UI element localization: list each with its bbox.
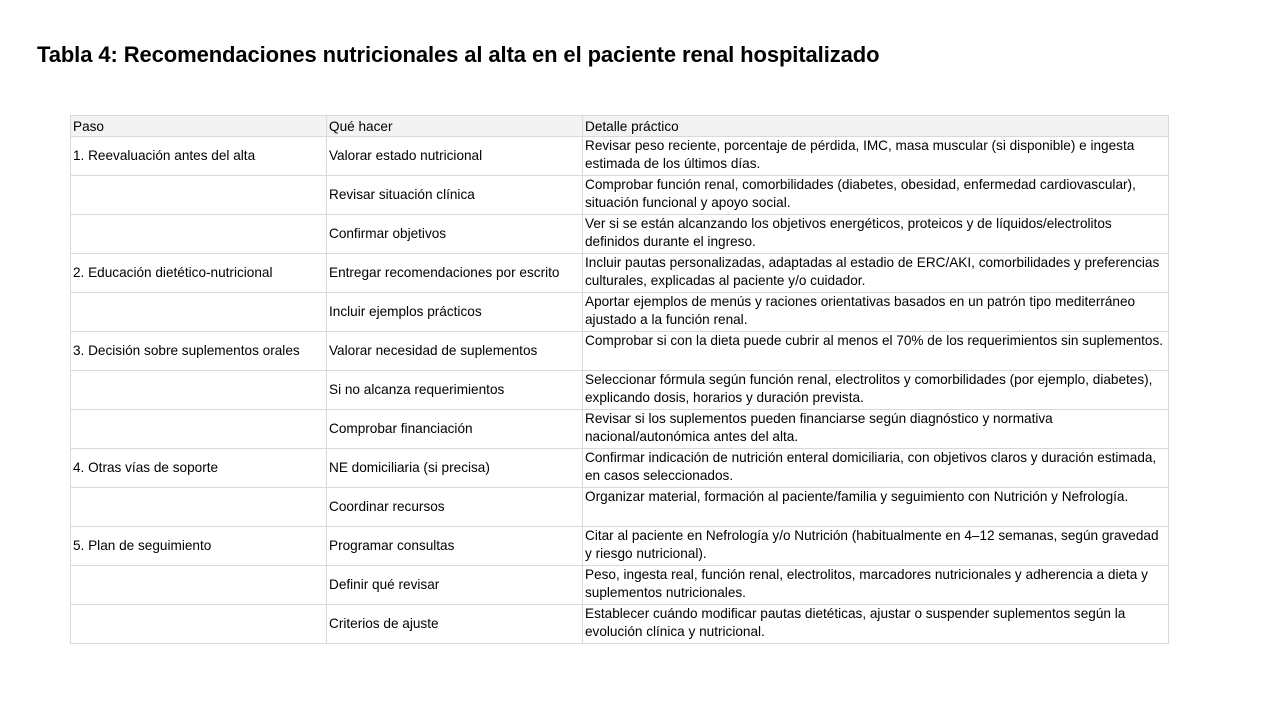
step-cell: 2. Educación dietético-nutricional [71, 254, 327, 293]
action-cell: Incluir ejemplos prácticos [327, 293, 583, 332]
table-row [71, 293, 1169, 332]
table-row [71, 332, 1169, 371]
action-cell: Comprobar financiación [327, 410, 583, 449]
detail-cell: Comprobar función renal, comorbilidades (diabetes, obesidad, enfermedad cardiovascular), situación funcional y apoyo social. [583, 176, 1169, 215]
header-step: Paso [71, 116, 327, 137]
page-title: Tabla 4: Recomendaciones nutricionales al alta en el paciente renal hospitalizado [37, 42, 880, 67]
action-cell: Valorar estado nutricional [327, 137, 583, 176]
step-cell: 1. Reevaluación antes del alta [71, 137, 327, 176]
action-cell: Entregar recomendaciones por escrito [327, 254, 583, 293]
recommendations-table-container [70, 115, 1169, 644]
detail-cell: Aportar ejemplos de menús y raciones orientativas basados en un patrón tipo mediterráneo ajustado a la función renal. [583, 293, 1169, 332]
step-cell [71, 410, 327, 449]
step-cell [71, 488, 327, 527]
table-row [71, 488, 1169, 527]
step-cell [71, 371, 327, 410]
table-row [71, 410, 1169, 449]
action-cell: Confirmar objetivos [327, 215, 583, 254]
action-cell: Criterios de ajuste [327, 605, 583, 644]
header-what: Qué hacer [327, 116, 583, 137]
step-cell: 4. Otras vías de soporte [71, 449, 327, 488]
step-cell [71, 293, 327, 332]
table-row [71, 254, 1169, 293]
detail-cell: Organizar material, formación al paciente/familia y seguimiento con Nutrición y Nefrología. [583, 488, 1169, 527]
table-row [71, 605, 1169, 644]
detail-cell: Revisar si los suplementos pueden financiarse según diagnóstico y normativa nacional/autonómica antes del alta. [583, 410, 1169, 449]
action-cell: Revisar situación clínica [327, 176, 583, 215]
action-cell: Si no alcanza requerimientos [327, 371, 583, 410]
action-cell: Programar consultas [327, 527, 583, 566]
action-cell: Coordinar recursos [327, 488, 583, 527]
action-cell: Valorar necesidad de suplementos [327, 332, 583, 371]
detail-cell: Establecer cuándo modificar pautas dietéticas, ajustar o suspender suplementos según la evolución clínica y nutricional. [583, 605, 1169, 644]
detail-cell: Ver si se están alcanzando los objetivos energéticos, proteicos y de líquidos/electrolitos definidos durante el ingreso. [583, 215, 1169, 254]
table-row [71, 449, 1169, 488]
step-cell: 5. Plan de seguimiento [71, 527, 327, 566]
detail-cell: Peso, ingesta real, función renal, electrolitos, marcadores nutricionales y adherencia a dieta y suplementos nutricionales. [583, 566, 1169, 605]
table-row [71, 176, 1169, 215]
detail-cell: Incluir pautas personalizadas, adaptadas al estadio de ERC/AKI, comorbilidades y preferencias culturales, explicadas al paciente y/o cuidador. [583, 254, 1169, 293]
table-row [71, 137, 1169, 176]
table-row [71, 566, 1169, 605]
header-detail: Detalle práctico [583, 116, 1169, 137]
table-header-row [71, 116, 1169, 137]
step-cell: 3. Decisión sobre suplementos orales [71, 332, 327, 371]
action-cell: NE domiciliaria (si precisa) [327, 449, 583, 488]
table-row [71, 527, 1169, 566]
detail-cell: Comprobar si con la dieta puede cubrir al menos el 70% de los requerimientos sin suplementos. [583, 332, 1169, 371]
action-cell: Definir qué revisar [327, 566, 583, 605]
step-cell [71, 176, 327, 215]
detail-cell: Confirmar indicación de nutrición enteral domiciliaria, con objetivos claros y duración estimada, en casos seleccionados. [583, 449, 1169, 488]
step-cell [71, 566, 327, 605]
detail-cell: Seleccionar fórmula según función renal, electrolitos y comorbilidades (por ejemplo, diabetes), explicando dosis, horarios y duración prevista. [583, 371, 1169, 410]
step-cell [71, 605, 327, 644]
recommendations-table [70, 115, 1169, 644]
detail-cell: Citar al paciente en Nefrología y/o Nutrición (habitualmente en 4–12 semanas, según gravedad y riesgo nutricional). [583, 527, 1169, 566]
detail-cell: Revisar peso reciente, porcentaje de pérdida, IMC, masa muscular (si disponible) e ingesta estimada de los últimos días. [583, 137, 1169, 176]
table-row [71, 371, 1169, 410]
step-cell [71, 215, 327, 254]
table-row [71, 215, 1169, 254]
